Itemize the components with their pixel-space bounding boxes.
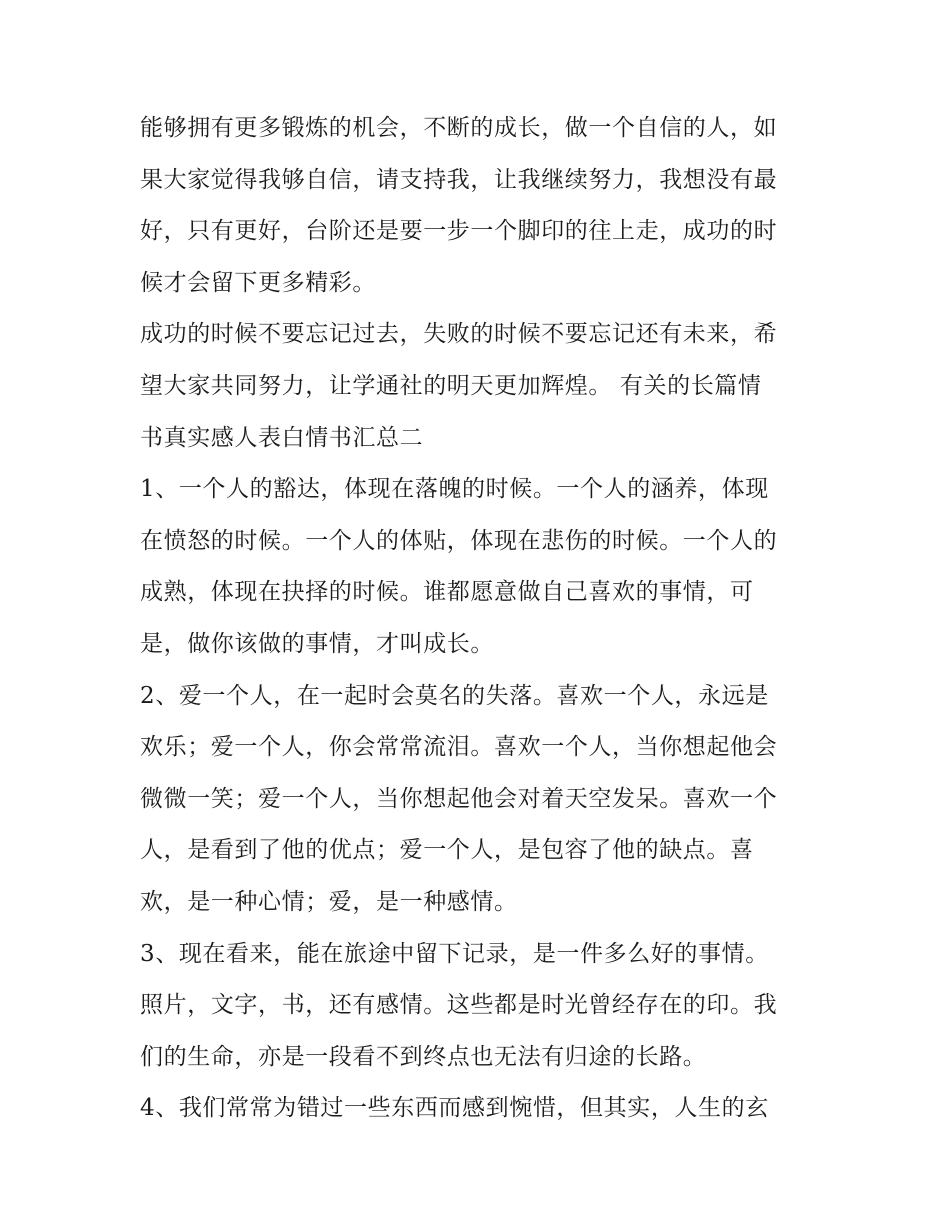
document-body xyxy=(140,103,815,1135)
text-line: 微微一笑；爱一个人，当你想起他会对着天空发呆。喜欢一个 xyxy=(140,785,778,812)
text-line: 成熟，体现在抉择的时候。谁都愿意做自己喜欢的事情，可 xyxy=(140,579,754,606)
text-line: 3、现在看来，能在旅途中留下记录，是一件多么好的事情。 xyxy=(140,940,769,967)
text-line: 成功的时候不要忘记过去，失败的时候不要忘记还有未来，希 xyxy=(140,321,778,348)
text-line: 是，做你该做的事情，才叫成长。 xyxy=(140,630,494,657)
text-line: 们的生命，亦是一段看不到终点也无法有归途的长路。 xyxy=(140,1043,707,1070)
section-title-line: 书真实感人表白情书汇总二 xyxy=(140,424,424,451)
text-line: 欢乐；爱一个人，你会常常流泪。喜欢一个人，当你想起他会 xyxy=(140,734,778,761)
text-line: 2、爱一个人，在一起时会莫名的失落。喜欢一个人，永远是 xyxy=(140,682,769,709)
text-line: 4、我们常常为错过一些东西而感到惋惜，但其实，人生的玄 xyxy=(140,1095,769,1122)
text-line: 果大家觉得我够自信，请支持我，让我继续努力，我想没有最 xyxy=(140,166,778,193)
text-line: 欢，是一种心情；爱，是一种感情。 xyxy=(140,888,518,915)
text-line: 1、一个人的豁达，体现在落魄的时候。一个人的涵养，体现 xyxy=(140,476,769,503)
text-line: 望大家共同努力，让学通社的明天更加辉煌。 有关的长篇情 xyxy=(140,372,762,399)
text-line: 能够拥有更多锻炼的机会，不断的成长，做一个自信的人，如 xyxy=(140,115,778,141)
text-line: 在愤怒的时候。一个人的体贴，体现在悲伤的时候。一个人的 xyxy=(140,527,778,554)
text-line: 候才会留下更多精彩。 xyxy=(140,269,376,296)
text-line: 照片，文字，书，还有感情。这些都是时光曾经存在的印。我 xyxy=(140,992,778,1019)
text-line: 好，只有更好，台阶还是要一步一个脚印的往上走，成功的时 xyxy=(140,218,778,245)
text-line: 人，是看到了他的优点；爱一个人，是包容了他的缺点。喜 xyxy=(140,837,754,864)
